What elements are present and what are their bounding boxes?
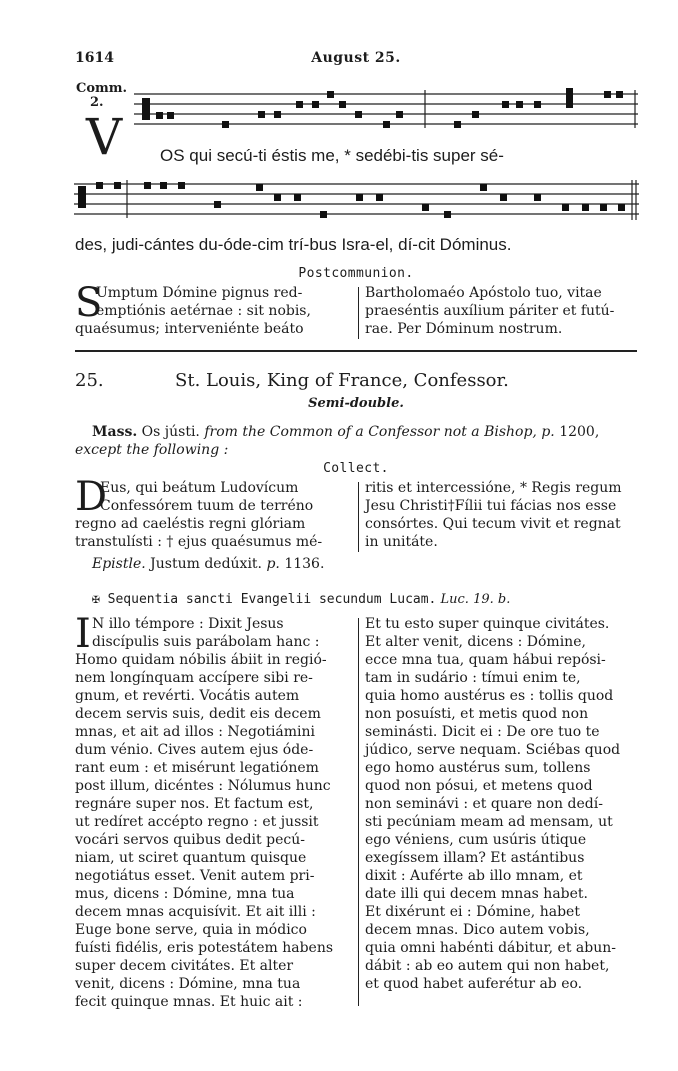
gospel-right-line: non seminávi : et quare non dedí- [365, 796, 603, 812]
gospel-right-line: Et alter venit, dicens : Dómine, [365, 634, 586, 650]
gospel-ref: Luc. 19. b. [436, 592, 511, 607]
collect-initial: D [75, 474, 108, 520]
gospel-right-line: Et dixérunt ei : Dómine, habet [365, 904, 580, 920]
chant-staff-2 [74, 180, 639, 224]
gospel-right-line: quia homo austérus es : tollis quod [365, 688, 614, 704]
column-divider [358, 618, 359, 1006]
gospel-right-line: non posuísti, et metis quod non [365, 706, 589, 722]
gospel-right-line: dixit : Auférte ab illo mnam, et [365, 868, 583, 884]
collect-left-line: transtulísti : † ejus quaésumus mé- [75, 534, 323, 550]
epistle-label: Epistle. [92, 556, 146, 572]
collect-right-line: Jesu Christi†Fílii tui fácias nos esse [365, 498, 617, 514]
gospel-left-line: fuísti fidélis, eris potestátem habens [75, 940, 334, 956]
gospel-left-line: post illum, dicéntes : Nólumus hunc [75, 778, 331, 794]
page-date-heading: August 25. [311, 50, 401, 66]
collect-left-line: Eus, qui beátum Ludovícum [100, 480, 299, 496]
communion-label [76, 82, 127, 110]
postcommunion-heading: Postcommunion. [298, 266, 414, 281]
mass-line [92, 424, 599, 440]
gospel-right-line: ego homo austérus sum, tollens [365, 760, 591, 776]
postcommunion-left-line: quaésumus; interveniénte beáto [75, 321, 304, 337]
chant-lyrics-line-1: OS qui secú-ti éstis me, * sedébi-tis super sé- [160, 146, 504, 165]
communion-mode-number: 2. [90, 95, 104, 110]
feast-number: 25. [75, 370, 104, 391]
gospel-left-line: dum vénio. Cives autem ejus óde- [75, 742, 314, 758]
collect-right-line: in unitáte. [365, 534, 438, 550]
postcommunion-left-line: Umptum Dómine pignus red- [96, 285, 303, 301]
gospel-left-line: rant eum : et misérunt legatiónem [75, 760, 319, 776]
epistle-page: 1136. [279, 556, 325, 572]
postcommunion-right-line: rae. Per Dóminum nostrum. [365, 321, 563, 337]
gospel-right-line: et quod habet auferétur ab eo. [365, 976, 583, 992]
feast-rank: Semi-double. [308, 396, 404, 411]
gospel-heading: Sequentia sancti Evangelii secundum Lucam. [107, 592, 437, 607]
gospel-left-line: venit, dicens : Dómine, mna tua [75, 976, 301, 992]
collect-left-line: regno ad caeléstis regni glóriam [75, 516, 306, 532]
gospel-right-line: Et tu esto super quinque civitátes. [365, 616, 610, 632]
chant-staff-1-notation [134, 88, 638, 136]
gospel-left-line: mus, dicens : Dómine, mna tua [75, 886, 295, 902]
mass-common-ref: from the Common of a Confessor not a Bishop, p. [199, 424, 555, 440]
communion-label-text: Comm. [76, 81, 128, 96]
postcommunion-left-line: emptiónis aetérnae : sit nobis, [96, 303, 311, 319]
gospel-left-line: decem servis suis, dedit eis decem [75, 706, 321, 722]
gospel-right-line: exegíssem illam? Et astántibus [365, 850, 585, 866]
mass-page-ref: 1200, [554, 424, 600, 440]
chant-lyrics-line-2: des, judi-cántes du-óde-cim trí-bus Isra-el, dí-cit Dóminus. [75, 235, 512, 254]
epistle-line [92, 556, 324, 572]
postcommunion-right-line: Bartholomaéo Apóstolo tuo, vitae [365, 285, 602, 301]
gospel-left-line: negotiátus esset. Venit autem pri- [75, 868, 315, 884]
gospel-heading-line [92, 592, 510, 607]
gospel-right-line: date illi qui decem mnas habet. [365, 886, 588, 902]
gospel-left-line: decem mnas acquisívit. Et ait illi : [75, 904, 316, 920]
gospel-right-line: seminásti. Dicit ei : De ore tuo te [365, 724, 600, 740]
feast-title: St. Louis, King of France, Confessor. [175, 370, 509, 391]
gospel-right-line: quia omni habénti dábitur, et abun- [365, 940, 616, 956]
mass-label: Mass. [92, 424, 138, 440]
gospel-left-line: mnas, et ait ad illos : Negotiámini [75, 724, 316, 740]
postcommunion-initial: S [75, 280, 103, 326]
chant-initial-letter: V [86, 108, 123, 166]
gospel-left-line: vocári servos quibus dedit pecú- [75, 832, 305, 848]
column-divider [358, 287, 359, 339]
gospel-left-line: fecit quinque mnas. Et huic ait : [75, 994, 303, 1010]
page-number: 1614 [75, 50, 114, 66]
collect-heading: Collect. [323, 461, 389, 476]
running-header [75, 50, 637, 70]
collect-right-line: ritis et intercessióne, * Regis regum [365, 480, 622, 496]
chant-staff-2-notation [74, 180, 639, 224]
collect-left-line: Confessórem tuum de terréno [100, 498, 314, 514]
gospel-initial: I [75, 611, 91, 657]
gospel-left-line: nem longínquam accípere sibi re- [75, 670, 313, 686]
mass-except-line: except the following : [75, 442, 229, 458]
gospel-right-line: ego véniens, cum usúris útique [365, 832, 587, 848]
gospel-left-line: N illo témpore : Dixit Jesus [92, 616, 284, 632]
mass-introit: Os jústi. [137, 424, 200, 440]
gospel-left-line: Euge bone serve, quia in módico [75, 922, 307, 938]
column-divider [358, 482, 359, 552]
gospel-left-line: discípulis suis parábolam hanc : [92, 634, 320, 650]
gospel-right-line: decem mnas. Dico autem vobis, [365, 922, 590, 938]
gospel-right-line: ecce mna tua, quam hábui repósi- [365, 652, 606, 668]
gospel-right-line: quod non pósui, et metens quod [365, 778, 593, 794]
gospel-right-line: tam in sudário : tímui enim te, [365, 670, 581, 686]
gospel-left-line: niam, ut sciret quantum quisque [75, 850, 307, 866]
cross-icon: ✠ [92, 592, 100, 607]
section-divider [75, 350, 637, 352]
postcommunion-right-line: praeséntis auxílium páriter et futú- [365, 303, 615, 319]
gospel-right-line: dábit : ab eo autem qui non habet, [365, 958, 610, 974]
chant-staff-1 [134, 88, 638, 136]
gospel-right-line: sti pecúniam meam ad mensam, ut [365, 814, 613, 830]
gospel-left-line: regnáre super nos. Et factum est, [75, 796, 314, 812]
epistle-ref: p. [262, 556, 280, 572]
epistle-incipit: Justum dedúxit. [145, 556, 262, 572]
collect-right-line: consórtes. Qui tecum vivit et regnat [365, 516, 621, 532]
gospel-right-line: júdico, serve nequam. Sciébas quod [365, 742, 621, 758]
gospel-left-line: Homo quidam nóbilis ábiit in regió- [75, 652, 327, 668]
gospel-left-line: ut redíret accépto regno : et jussit [75, 814, 319, 830]
gospel-left-line: gnum, et revérti. Vocátis autem [75, 688, 300, 704]
gospel-left-line: super decem civitátes. Et alter [75, 958, 294, 974]
